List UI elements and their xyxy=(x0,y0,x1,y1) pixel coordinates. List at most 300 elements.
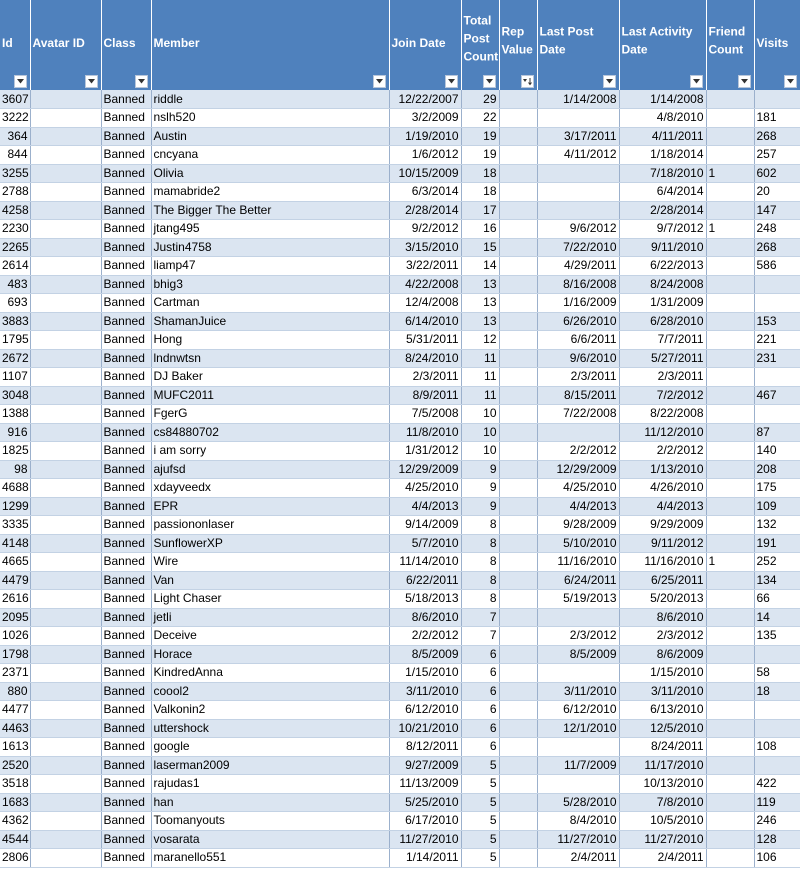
cell-join[interactable]: 1/31/2012 xyxy=(389,442,461,461)
cell-class[interactable]: Banned xyxy=(101,553,151,572)
cell-lastact[interactable]: 7/8/2010 xyxy=(619,793,706,812)
cell-lastact[interactable]: 11/27/2010 xyxy=(619,830,706,849)
cell-lastact[interactable]: 11/17/2010 xyxy=(619,756,706,775)
cell-id[interactable]: 4665 xyxy=(0,553,30,572)
cell-rep[interactable] xyxy=(499,183,537,202)
cell-friends[interactable] xyxy=(706,719,754,738)
cell-member[interactable]: nslh520 xyxy=(151,109,389,128)
cell-lastpost[interactable]: 6/24/2011 xyxy=(537,571,619,590)
cell-join[interactable]: 3/11/2010 xyxy=(389,682,461,701)
cell-lastact[interactable]: 8/24/2011 xyxy=(619,738,706,757)
table-row[interactable] xyxy=(0,793,800,812)
cell-id[interactable]: 2371 xyxy=(0,664,30,683)
table-row[interactable] xyxy=(0,164,800,183)
cell-lastact[interactable]: 9/11/2010 xyxy=(619,238,706,257)
cell-join[interactable]: 9/27/2009 xyxy=(389,756,461,775)
cell-id[interactable]: 3518 xyxy=(0,775,30,794)
cell-member[interactable]: rajudas1 xyxy=(151,775,389,794)
cell-avatar[interactable] xyxy=(30,738,101,757)
cell-avatar[interactable] xyxy=(30,534,101,553)
cell-friends[interactable] xyxy=(706,590,754,609)
cell-lastact[interactable]: 4/8/2010 xyxy=(619,109,706,128)
cell-rep[interactable] xyxy=(499,386,537,405)
cell-join[interactable]: 6/17/2010 xyxy=(389,812,461,831)
cell-lastact[interactable]: 9/7/2012 xyxy=(619,220,706,239)
cell-avatar[interactable] xyxy=(30,590,101,609)
cell-lastpost[interactable]: 11/7/2009 xyxy=(537,756,619,775)
cell-member[interactable]: vosarata xyxy=(151,830,389,849)
cell-rep[interactable] xyxy=(499,220,537,239)
cell-lastpost[interactable]: 11/16/2010 xyxy=(537,553,619,572)
cell-visits[interactable]: 248 xyxy=(754,220,800,239)
cell-id[interactable]: 4688 xyxy=(0,479,30,498)
cell-posts[interactable]: 6 xyxy=(461,701,499,720)
cell-id[interactable]: 4479 xyxy=(0,571,30,590)
cell-id[interactable]: 98 xyxy=(0,460,30,479)
cell-join[interactable]: 3/2/2009 xyxy=(389,109,461,128)
cell-join[interactable]: 6/12/2010 xyxy=(389,701,461,720)
cell-avatar[interactable] xyxy=(30,127,101,146)
cell-friends[interactable] xyxy=(706,312,754,331)
cell-posts[interactable]: 6 xyxy=(461,719,499,738)
cell-avatar[interactable] xyxy=(30,553,101,572)
cell-rep[interactable] xyxy=(499,645,537,664)
cell-id[interactable]: 2788 xyxy=(0,183,30,202)
cell-join[interactable]: 1/14/2011 xyxy=(389,849,461,868)
cell-member[interactable]: Cartman xyxy=(151,294,389,313)
cell-id[interactable]: 916 xyxy=(0,423,30,442)
cell-lastact[interactable]: 1/13/2010 xyxy=(619,460,706,479)
cell-friends[interactable] xyxy=(706,682,754,701)
cell-posts[interactable]: 19 xyxy=(461,127,499,146)
cell-lastpost[interactable]: 8/16/2008 xyxy=(537,275,619,294)
cell-join[interactable]: 3/22/2011 xyxy=(389,257,461,276)
cell-posts[interactable]: 15 xyxy=(461,238,499,257)
cell-avatar[interactable] xyxy=(30,164,101,183)
cell-lastpost[interactable]: 5/10/2010 xyxy=(537,534,619,553)
cell-lastpost[interactable]: 7/22/2008 xyxy=(537,405,619,424)
cell-member[interactable]: bhig3 xyxy=(151,275,389,294)
table-row[interactable] xyxy=(0,756,800,775)
cell-avatar[interactable] xyxy=(30,405,101,424)
cell-member[interactable]: ShamanJuice xyxy=(151,312,389,331)
cell-member[interactable]: uttershock xyxy=(151,719,389,738)
cell-rep[interactable] xyxy=(499,830,537,849)
table-row[interactable] xyxy=(0,701,800,720)
cell-avatar[interactable] xyxy=(30,368,101,387)
cell-rep[interactable] xyxy=(499,756,537,775)
cell-rep[interactable] xyxy=(499,571,537,590)
cell-id[interactable]: 2230 xyxy=(0,220,30,239)
cell-rep[interactable] xyxy=(499,331,537,350)
cell-posts[interactable]: 11 xyxy=(461,386,499,405)
cell-rep[interactable] xyxy=(499,201,537,220)
table-row[interactable] xyxy=(0,849,800,868)
cell-join[interactable]: 8/9/2011 xyxy=(389,386,461,405)
cell-visits[interactable] xyxy=(754,275,800,294)
cell-avatar[interactable] xyxy=(30,294,101,313)
cell-posts[interactable]: 14 xyxy=(461,257,499,276)
cell-class[interactable]: Banned xyxy=(101,627,151,646)
cell-rep[interactable] xyxy=(499,90,537,109)
cell-class[interactable]: Banned xyxy=(101,460,151,479)
cell-visits[interactable]: 208 xyxy=(754,460,800,479)
cell-posts[interactable]: 9 xyxy=(461,460,499,479)
cell-lastpost[interactable]: 4/25/2010 xyxy=(537,479,619,498)
cell-lastpost[interactable]: 2/2/2012 xyxy=(537,442,619,461)
cell-id[interactable]: 1825 xyxy=(0,442,30,461)
table-row[interactable] xyxy=(0,664,800,683)
cell-member[interactable]: Austin xyxy=(151,127,389,146)
cell-rep[interactable] xyxy=(499,238,537,257)
table-row[interactable] xyxy=(0,349,800,368)
cell-id[interactable]: 4362 xyxy=(0,812,30,831)
cell-lastact[interactable]: 7/2/2012 xyxy=(619,386,706,405)
cell-id[interactable]: 3222 xyxy=(0,109,30,128)
cell-lastpost[interactable]: 4/29/2011 xyxy=(537,257,619,276)
cell-lastpost[interactable]: 6/12/2010 xyxy=(537,701,619,720)
cell-member[interactable]: google xyxy=(151,738,389,757)
cell-visits[interactable]: 14 xyxy=(754,608,800,627)
cell-join[interactable]: 11/13/2009 xyxy=(389,775,461,794)
table-row[interactable] xyxy=(0,238,800,257)
cell-avatar[interactable] xyxy=(30,331,101,350)
cell-lastpost[interactable]: 1/14/2008 xyxy=(537,90,619,109)
cell-lastpost[interactable] xyxy=(537,608,619,627)
cell-lastact[interactable]: 4/26/2010 xyxy=(619,479,706,498)
cell-friends[interactable] xyxy=(706,201,754,220)
cell-lastact[interactable]: 7/18/2010 xyxy=(619,164,706,183)
cell-avatar[interactable] xyxy=(30,830,101,849)
cell-lastact[interactable]: 8/6/2009 xyxy=(619,645,706,664)
cell-join[interactable]: 9/14/2009 xyxy=(389,516,461,535)
cell-visits[interactable]: 106 xyxy=(754,849,800,868)
cell-avatar[interactable] xyxy=(30,183,101,202)
cell-avatar[interactable] xyxy=(30,627,101,646)
cell-lastact[interactable]: 3/11/2010 xyxy=(619,682,706,701)
cell-join[interactable]: 10/21/2010 xyxy=(389,719,461,738)
cell-friends[interactable] xyxy=(706,275,754,294)
cell-class[interactable]: Banned xyxy=(101,349,151,368)
cell-member[interactable]: cs84880702 xyxy=(151,423,389,442)
cell-lastpost[interactable]: 8/5/2009 xyxy=(537,645,619,664)
cell-lastact[interactable]: 11/12/2010 xyxy=(619,423,706,442)
cell-join[interactable]: 11/8/2010 xyxy=(389,423,461,442)
cell-rep[interactable] xyxy=(499,127,537,146)
cell-id[interactable]: 2614 xyxy=(0,257,30,276)
cell-avatar[interactable] xyxy=(30,109,101,128)
table-row[interactable] xyxy=(0,627,800,646)
cell-lastact[interactable]: 9/11/2012 xyxy=(619,534,706,553)
cell-join[interactable]: 8/6/2010 xyxy=(389,608,461,627)
filter-dropdown-icon[interactable] xyxy=(14,75,27,88)
cell-member[interactable]: EPR xyxy=(151,497,389,516)
cell-lastpost[interactable]: 8/15/2011 xyxy=(537,386,619,405)
cell-lastpost[interactable] xyxy=(537,109,619,128)
cell-lastact[interactable]: 9/29/2009 xyxy=(619,516,706,535)
cell-friends[interactable] xyxy=(706,701,754,720)
cell-avatar[interactable] xyxy=(30,275,101,294)
cell-member[interactable]: passiononlaser xyxy=(151,516,389,535)
cell-posts[interactable]: 11 xyxy=(461,368,499,387)
cell-class[interactable]: Banned xyxy=(101,608,151,627)
cell-member[interactable]: cncyana xyxy=(151,146,389,165)
cell-rep[interactable] xyxy=(499,368,537,387)
cell-rep[interactable] xyxy=(499,349,537,368)
cell-join[interactable]: 3/15/2010 xyxy=(389,238,461,257)
cell-visits[interactable]: 268 xyxy=(754,127,800,146)
cell-posts[interactable]: 6 xyxy=(461,645,499,664)
cell-rep[interactable] xyxy=(499,812,537,831)
cell-avatar[interactable] xyxy=(30,719,101,738)
cell-lastpost[interactable]: 2/3/2011 xyxy=(537,368,619,387)
cell-lastpost[interactable]: 5/28/2010 xyxy=(537,793,619,812)
cell-visits[interactable]: 252 xyxy=(754,553,800,572)
cell-lastact[interactable]: 1/18/2014 xyxy=(619,146,706,165)
table-row[interactable] xyxy=(0,775,800,794)
cell-rep[interactable] xyxy=(499,849,537,868)
cell-friends[interactable] xyxy=(706,460,754,479)
cell-visits[interactable]: 181 xyxy=(754,109,800,128)
cell-avatar[interactable] xyxy=(30,645,101,664)
table-row[interactable] xyxy=(0,608,800,627)
cell-class[interactable]: Banned xyxy=(101,183,151,202)
column-header-posts[interactable] xyxy=(461,0,499,90)
cell-id[interactable]: 1795 xyxy=(0,331,30,350)
cell-posts[interactable]: 10 xyxy=(461,405,499,424)
cell-lastact[interactable]: 1/15/2010 xyxy=(619,664,706,683)
cell-join[interactable]: 2/28/2014 xyxy=(389,201,461,220)
cell-rep[interactable] xyxy=(499,257,537,276)
filter-dropdown-icon[interactable] xyxy=(373,75,386,88)
cell-class[interactable]: Banned xyxy=(101,90,151,109)
cell-visits[interactable] xyxy=(754,701,800,720)
cell-visits[interactable]: 135 xyxy=(754,627,800,646)
cell-join[interactable]: 11/27/2010 xyxy=(389,830,461,849)
cell-lastpost[interactable]: 4/4/2013 xyxy=(537,497,619,516)
cell-visits[interactable]: 422 xyxy=(754,775,800,794)
cell-rep[interactable] xyxy=(499,275,537,294)
cell-class[interactable]: Banned xyxy=(101,516,151,535)
cell-member[interactable]: Valkonin2 xyxy=(151,701,389,720)
cell-avatar[interactable] xyxy=(30,460,101,479)
cell-class[interactable]: Banned xyxy=(101,738,151,757)
cell-lastpost[interactable]: 4/11/2012 xyxy=(537,146,619,165)
cell-visits[interactable]: 257 xyxy=(754,146,800,165)
cell-rep[interactable] xyxy=(499,590,537,609)
cell-lastact[interactable]: 7/7/2011 xyxy=(619,331,706,350)
cell-avatar[interactable] xyxy=(30,442,101,461)
table-row[interactable] xyxy=(0,812,800,831)
cell-class[interactable]: Banned xyxy=(101,701,151,720)
cell-rep[interactable] xyxy=(499,534,537,553)
cell-member[interactable]: jetli xyxy=(151,608,389,627)
column-header-friends[interactable] xyxy=(706,0,754,90)
cell-class[interactable]: Banned xyxy=(101,756,151,775)
cell-lastact[interactable]: 6/4/2014 xyxy=(619,183,706,202)
cell-join[interactable]: 4/4/2013 xyxy=(389,497,461,516)
cell-friends[interactable] xyxy=(706,349,754,368)
cell-class[interactable]: Banned xyxy=(101,294,151,313)
table-row[interactable] xyxy=(0,442,800,461)
cell-visits[interactable]: 140 xyxy=(754,442,800,461)
cell-class[interactable]: Banned xyxy=(101,331,151,350)
cell-avatar[interactable] xyxy=(30,220,101,239)
cell-posts[interactable]: 5 xyxy=(461,775,499,794)
cell-rep[interactable] xyxy=(499,497,537,516)
cell-friends[interactable] xyxy=(706,793,754,812)
cell-visits[interactable] xyxy=(754,645,800,664)
cell-avatar[interactable] xyxy=(30,756,101,775)
cell-member[interactable]: DJ Baker xyxy=(151,368,389,387)
cell-lastpost[interactable]: 6/6/2011 xyxy=(537,331,619,350)
cell-posts[interactable]: 10 xyxy=(461,423,499,442)
cell-visits[interactable]: 147 xyxy=(754,201,800,220)
cell-lastact[interactable]: 8/22/2008 xyxy=(619,405,706,424)
cell-friends[interactable] xyxy=(706,127,754,146)
cell-posts[interactable]: 18 xyxy=(461,183,499,202)
cell-posts[interactable]: 5 xyxy=(461,830,499,849)
cell-join[interactable]: 4/22/2008 xyxy=(389,275,461,294)
cell-visits[interactable]: 66 xyxy=(754,590,800,609)
cell-rep[interactable] xyxy=(499,738,537,757)
table-row[interactable] xyxy=(0,312,800,331)
cell-visits[interactable]: 602 xyxy=(754,164,800,183)
cell-class[interactable]: Banned xyxy=(101,645,151,664)
cell-join[interactable]: 1/19/2010 xyxy=(389,127,461,146)
cell-rep[interactable] xyxy=(499,793,537,812)
cell-posts[interactable]: 6 xyxy=(461,682,499,701)
cell-avatar[interactable] xyxy=(30,386,101,405)
cell-avatar[interactable] xyxy=(30,146,101,165)
table-row[interactable] xyxy=(0,590,800,609)
cell-rep[interactable] xyxy=(499,627,537,646)
cell-friends[interactable] xyxy=(706,534,754,553)
cell-id[interactable]: 1388 xyxy=(0,405,30,424)
cell-class[interactable]: Banned xyxy=(101,775,151,794)
cell-member[interactable]: Horace xyxy=(151,645,389,664)
cell-member[interactable]: Light Chaser xyxy=(151,590,389,609)
cell-member[interactable]: liamp47 xyxy=(151,257,389,276)
table-row[interactable] xyxy=(0,257,800,276)
cell-avatar[interactable] xyxy=(30,701,101,720)
cell-id[interactable]: 880 xyxy=(0,682,30,701)
cell-join[interactable]: 5/31/2011 xyxy=(389,331,461,350)
cell-class[interactable]: Banned xyxy=(101,127,151,146)
cell-id[interactable]: 1026 xyxy=(0,627,30,646)
cell-visits[interactable] xyxy=(754,405,800,424)
cell-friends[interactable] xyxy=(706,442,754,461)
cell-avatar[interactable] xyxy=(30,257,101,276)
cell-rep[interactable] xyxy=(499,294,537,313)
cell-class[interactable]: Banned xyxy=(101,164,151,183)
cell-member[interactable]: MUFC2011 xyxy=(151,386,389,405)
cell-rep[interactable] xyxy=(499,553,537,572)
cell-visits[interactable]: 268 xyxy=(754,238,800,257)
cell-lastact[interactable]: 10/13/2010 xyxy=(619,775,706,794)
cell-rep[interactable] xyxy=(499,442,537,461)
table-row[interactable] xyxy=(0,516,800,535)
column-header-join[interactable] xyxy=(389,0,461,90)
cell-lastpost[interactable] xyxy=(537,423,619,442)
cell-posts[interactable]: 7 xyxy=(461,627,499,646)
cell-id[interactable]: 1798 xyxy=(0,645,30,664)
table-row[interactable] xyxy=(0,183,800,202)
cell-visits[interactable]: 87 xyxy=(754,423,800,442)
cell-class[interactable]: Banned xyxy=(101,146,151,165)
cell-member[interactable]: Olivia xyxy=(151,164,389,183)
cell-join[interactable]: 9/2/2012 xyxy=(389,220,461,239)
cell-lastpost[interactable]: 9/6/2010 xyxy=(537,349,619,368)
cell-friends[interactable] xyxy=(706,423,754,442)
cell-posts[interactable]: 10 xyxy=(461,442,499,461)
cell-posts[interactable]: 5 xyxy=(461,812,499,831)
cell-id[interactable]: 3335 xyxy=(0,516,30,535)
cell-class[interactable]: Banned xyxy=(101,571,151,590)
cell-id[interactable]: 1613 xyxy=(0,738,30,757)
cell-id[interactable]: 2520 xyxy=(0,756,30,775)
cell-posts[interactable]: 9 xyxy=(461,497,499,516)
cell-posts[interactable]: 7 xyxy=(461,608,499,627)
cell-friends[interactable] xyxy=(706,571,754,590)
cell-lastpost[interactable]: 7/22/2010 xyxy=(537,238,619,257)
cell-posts[interactable]: 8 xyxy=(461,553,499,572)
table-row[interactable] xyxy=(0,386,800,405)
cell-posts[interactable]: 29 xyxy=(461,90,499,109)
cell-friends[interactable] xyxy=(706,608,754,627)
cell-friends[interactable] xyxy=(706,183,754,202)
cell-member[interactable]: Justin4758 xyxy=(151,238,389,257)
table-row[interactable] xyxy=(0,682,800,701)
cell-friends[interactable] xyxy=(706,830,754,849)
cell-friends[interactable] xyxy=(706,812,754,831)
cell-join[interactable]: 6/22/2011 xyxy=(389,571,461,590)
cell-join[interactable]: 8/5/2009 xyxy=(389,645,461,664)
cell-avatar[interactable] xyxy=(30,312,101,331)
cell-avatar[interactable] xyxy=(30,793,101,812)
cell-friends[interactable] xyxy=(706,479,754,498)
cell-friends[interactable] xyxy=(706,146,754,165)
cell-friends[interactable] xyxy=(706,257,754,276)
cell-member[interactable]: SunflowerXP xyxy=(151,534,389,553)
cell-id[interactable]: 4258 xyxy=(0,201,30,220)
cell-visits[interactable]: 18 xyxy=(754,682,800,701)
cell-posts[interactable]: 16 xyxy=(461,220,499,239)
table-row[interactable] xyxy=(0,127,800,146)
cell-id[interactable]: 4463 xyxy=(0,719,30,738)
cell-class[interactable]: Banned xyxy=(101,534,151,553)
cell-visits[interactable] xyxy=(754,368,800,387)
cell-class[interactable]: Banned xyxy=(101,275,151,294)
cell-class[interactable]: Banned xyxy=(101,664,151,683)
cell-posts[interactable]: 19 xyxy=(461,146,499,165)
cell-member[interactable]: i am sorry xyxy=(151,442,389,461)
cell-rep[interactable] xyxy=(499,405,537,424)
cell-class[interactable]: Banned xyxy=(101,497,151,516)
cell-member[interactable]: maranello551 xyxy=(151,849,389,868)
cell-visits[interactable]: 246 xyxy=(754,812,800,831)
cell-friends[interactable] xyxy=(706,664,754,683)
cell-avatar[interactable] xyxy=(30,664,101,683)
cell-friends[interactable] xyxy=(706,368,754,387)
cell-id[interactable]: 2616 xyxy=(0,590,30,609)
cell-lastact[interactable]: 6/28/2010 xyxy=(619,312,706,331)
cell-avatar[interactable] xyxy=(30,423,101,442)
cell-member[interactable]: The Bigger The Better xyxy=(151,201,389,220)
cell-class[interactable]: Banned xyxy=(101,386,151,405)
cell-friends[interactable] xyxy=(706,238,754,257)
cell-member[interactable]: ajufsd xyxy=(151,460,389,479)
